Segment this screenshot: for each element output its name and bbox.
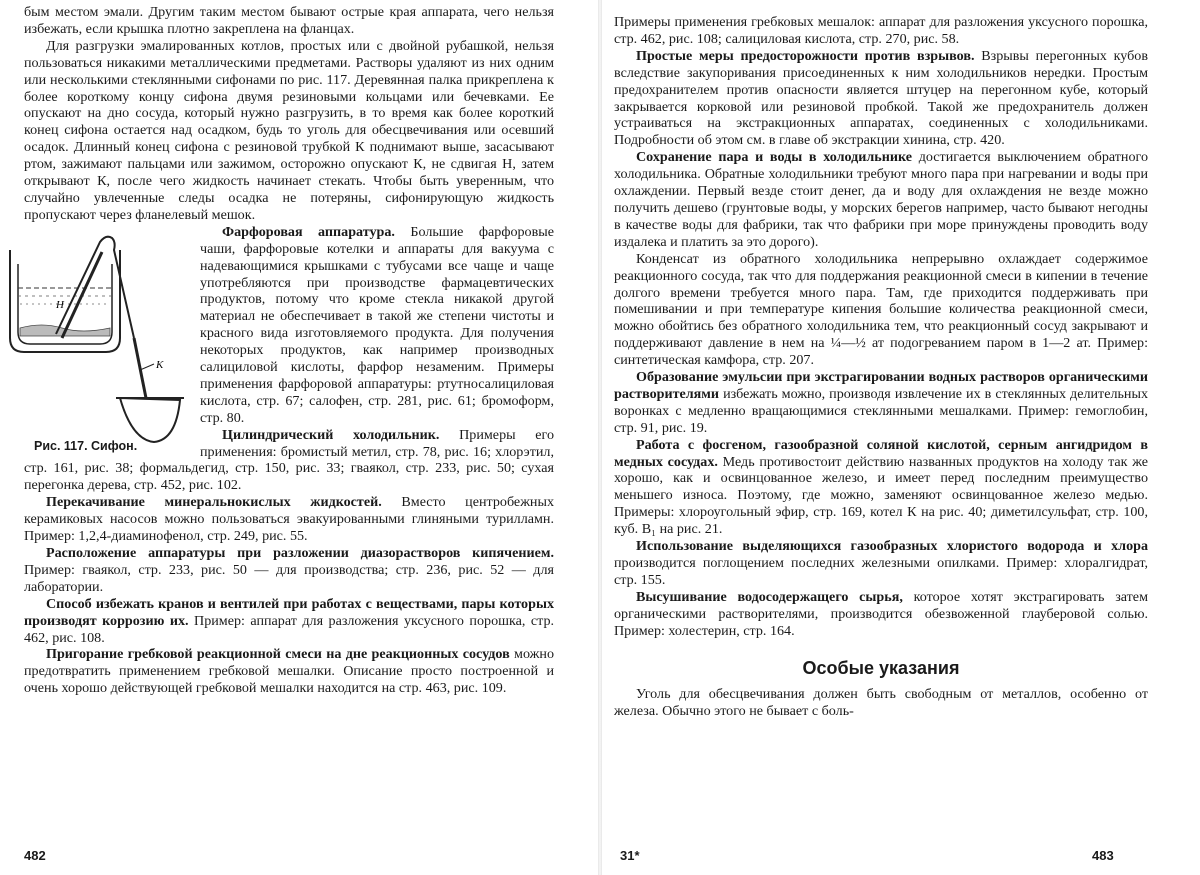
siphon-illustration [2,230,192,456]
paragraph-text: Вместо центробежных керамиковых насосов можно пользоваться эвакуированными глиняными турилламн. Пример: 1,2,4-диаминофенол, стр. 249, рис. 55. [24,494,554,545]
page-number-right: 483 [1092,848,1114,863]
paragraph-heading: Пригорание гребковой реакционной смеси на дне реакционных сосудов [46,646,510,663]
paragraph [24,38,554,224]
stick-label: H [56,298,64,311]
paragraph-heading: Высушивание водосодержащего сырья, [636,588,903,605]
paragraph [24,4,554,38]
paragraph [614,48,1148,149]
clamp-label: K [156,358,164,371]
paragraph-text: Для разгрузки эмалированных котлов, простых или с двойной рубашкой, нельзя пользоваться никакими металлическими предметами. Растворы удаляют из них одним или несколькими стеклянными сифонами по рис. 117. Деревянная палка прикреплена к более короткому концу сифона двумя резиновыми кольцами или бечевками. Ее опускают на дно сосуда, который нужно разгрузить, в то время как более короткий конец сифона остается над осадком, будь то уголь для обесцвечивания или осевший осадок. Длинный конец сифона с резиновой трубкой К поднимают выше, засасывают ртом, зажимают пальцами или зажимом, осторожно опускают К, не сдвигая Н, затем открывают К, после чего жидкость начинает стекать. Чтобы быть уверенным, что случайно увлеченные следы осадка не потеряны, сифонирующую жидкость пропускают через фланелевый мешок. [24,37,554,223]
paragraph-heading: Использование выделяющихся газообразных хлористого водорода и хлора [636,538,1148,555]
paragraph-heading: Фарфоровая аппаратура. [222,223,395,240]
right-page [600,0,1200,875]
paragraph-heading: Способ избежать кранов и вентилей при работах с веществами, пары которых производят коррозию их. [24,595,554,629]
paragraph [24,545,554,596]
paragraph-text: достигается выключением обратного холодильника. Обратные холодильники требуют много пара при нагревании и воды при охлаждении. Первый везде стоит денег, да и воду для охлаждения не везде можно получить дешево (грунтовые воды, у морских берегов например, часто бывают негодны в качестве воды для фабрики, так что фабрики при море принуждены проводить воду издалека и платить за это дорого). [614,149,1148,250]
paragraph [614,437,1148,538]
paragraph-text: производится поглощением последних железными опилками. Пример: хлоралгидрат, стр. 155. [614,555,1148,588]
paragraph [24,494,554,545]
paragraph-heading: Простые меры предосторожности против взрывов. [636,47,975,64]
paragraph [614,686,1148,720]
signature-mark: 31* [620,848,640,863]
paragraph-text: можно предотвратить применением гребковой мешалки. Описание просто построенной и очень хорошо действующей гребковой мешалки находится на стр. 463, рис. 109. [24,646,554,697]
paragraph-text: Примеры применения гребковых мешалок: аппарат для разложения уксусного порошка, стр. 462, рис. 108; салициловая кислота, стр. 270, рис. 58. [614,14,1148,47]
siphon-figure [2,230,192,456]
paragraph [24,646,554,697]
page-number-left: 482 [24,848,46,863]
paragraph [614,149,1148,250]
paragraph-text: Уголь для обесцвечивания должен быть свободным от металлов, особенно от железа. Обычно этого не бывает с боль- [614,686,1148,720]
paragraph [614,14,1148,48]
paragraph-text: бым местом эмали. Другим таким местом бывают острые края аппарата, чего нельзя избежать, если крышка плотно закреплена на фланцах. [24,4,554,37]
paragraph [24,596,554,647]
paragraph-heading: Перекачивание минеральнокислых жидкостей. [46,494,382,511]
paragraph [614,589,1148,640]
paragraph-heading: Цилиндрический холодильник. [222,426,440,443]
paragraph-text: избежать можно, производя извлечение их в стеклянных делительных воронках с медленно вращающимися стеклянными мешалками. Пример: гемоглобин, стр. 91, рис. 19. [614,385,1148,436]
left-page-text [24,4,554,697]
paragraph-text: Конденсат из обратного холодильника непрерывно охлаждает содержимое реакционного сосуда, так что для поддержания реакционной смеси в кипении в течение долгого времени требуется много пара. Там, где приходится поддерживать при помешивании и при температуре кипения большие количества реакционной смеси, можно обойтись без обратного холодильника тем, что реакционный сосуд закрывают и поддерживают давление в нем на ¼—½ ат подогреванием паром в 1—2 ат. Пример: синтетическая камфора, стр. 207. [614,250,1148,369]
figure-caption: Рис. 117. Сифон. [34,438,138,453]
paragraph-heading: Расположение аппаратуры при разложении диазорастворов кипячением. [46,545,554,561]
paragraph-heading: Образование эмульсии при экстрагировании водных растворов органическими растворителями [614,369,1148,402]
paragraph-text: Примеры его применения: бромистый метил, стр. 78, рис. 16; хлорэтил, стр. 161, рис. 38; формальдегид, стр. 150, рис. 33; гваякол, стр. 233, рис. 50; сухая перегонка дерева, стр. 452, рис. 102. [24,426,555,494]
paragraph-text: Пример: гваякол, стр. 233, рис. 50 — для производства; стр. 236, рис. 52 — для лаборатории. [24,561,554,595]
section-heading: Особые указания [802,657,960,678]
paragraph [614,538,1148,589]
paragraph-heading: Сохранение пара и воды в холодильнике [636,149,913,166]
paragraph-text: Взрывы перегонных кубов вследствие закупоривания присоединенных к ним холодильников нередки. Простым предохранителем против опасности является штуцер на перегонном кубе, который закрывается корковой или резиновой пробкой. Такой же предохранитель должен устраиваться на экстракционных аппаратах, соединенных с холодильниками. Подробности об этом см. в главе об экстракции хинина, стр. 420. [614,47,1148,149]
paragraph-text: Пример: аппарат для разложения уксусного порошка, стр. 462, рис. 108. [24,612,555,646]
paragraph-text: которое хотят экстрагировать затем органическими растворителями, производится обезвоженной глауберовой солью. Пример: холестерин, стр. 164. [614,588,1148,639]
paragraph-heading: Работа с фосгеном, газообразной соляной кислотой, серным ангидридом в медных сосудах. [614,436,1148,470]
right-page-text [614,14,1148,720]
paragraph [614,369,1148,437]
paragraph-text: Медь противостоит действию названных продуктов на холоду так же хорошо, как и освинцованное железо, и имеет перед последним преимущество меньшего износа. Поэтому, где можно, заменяют освинцованное железо медью. Примеры: хлороугольный эфир, стр. 169, котел К на рис. 40; диметилсульфат, стр. 100, куб. B₁ на рис. 21. [614,453,1149,538]
paragraph [614,251,1148,369]
paragraph-text: Большие фарфоровые чаши, фарфоровые котелки и аппараты для вакуума с надевающимися крышками с тубусами все чаще и чаще употребляются при производстве фармацевтических продуктов, потому что кроме стекла никакой другой материал не обеспечивает в такой же степени чистоты и красного вида изготовляемого продукта. Для получения некоторых продуктов, как например производных салициловой кислоты, фарфор незаменим. Примеры применения фарфоровой аппаратуры: ртутносалициловая кислота, стр. 67; салофен, стр. 281, рис. 61; бромоформ, стр. 80. [200,223,554,426]
